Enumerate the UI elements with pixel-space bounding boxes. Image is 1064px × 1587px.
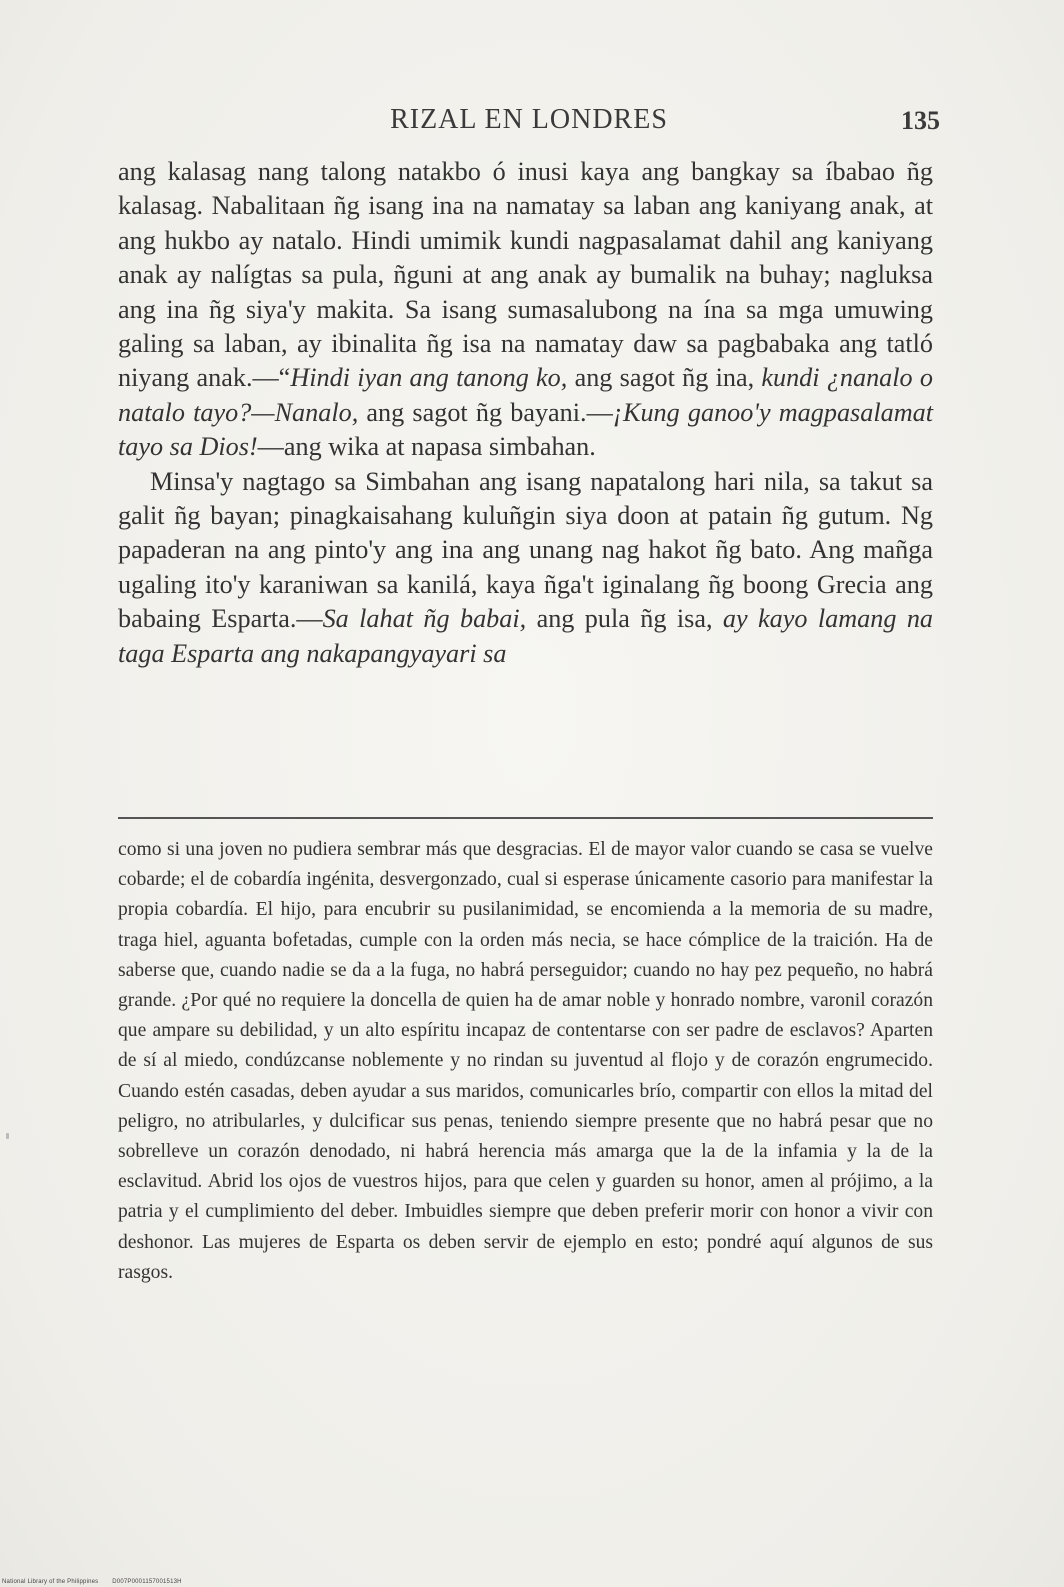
- library-stamp: [2, 1579, 194, 1585]
- running-title: RIZAL EN LONDRES: [390, 104, 668, 135]
- text-run: —ang wika at napasa simbahan.: [257, 432, 596, 462]
- scan-speck: [6, 1133, 9, 1139]
- footnote: [118, 835, 933, 1288]
- italic-run: ay kayo lamang na taga Esparta ang nakapangyayari sa: [118, 604, 934, 668]
- main-text: [118, 155, 933, 671]
- italic-run: Sa lahat ñg babai,: [322, 604, 527, 634]
- paragraph-2: [118, 465, 933, 671]
- page-number: 135: [901, 106, 940, 135]
- text-run: Minsa'y nagtago sa Simbahan ang isang napatalong hari nila, sa takut sa galit ñg bayan; pinagkaisahang kuluñgin siya doon at patain ñg gutum. Ng papaderan na ang pinto'y ang ina ang unang nag hakot ñg bato. Ang mañga ugaling ito'y karaniwan sa kanilá, kaya ñga't iginalang ñg boong Grecia ang babaing Esparta.—: [118, 466, 933, 634]
- italic-run: kundi ¿nanalo o natalo tayo?—Nanalo,: [118, 363, 933, 427]
- footnote-divider: [118, 817, 933, 819]
- text-run: ang sagot ñg ina,: [567, 363, 762, 393]
- text-run: ang pula ñg isa,: [526, 604, 723, 634]
- library-name: National Library of the Philippines: [2, 1579, 99, 1585]
- paragraph-1: [118, 155, 933, 465]
- page-header: [118, 104, 940, 144]
- italic-run: ¡Kung ganoo'y magpasalamat tayo sa Dios!: [118, 397, 933, 462]
- text-run: ang kalasag nang talong natakbo ó inusi kaya ang bangkay sa íbabao ñg kalasag. Nabalitaan ñg isang ina na namatay sa laban ang kaniyang anak, at ang hukbo ay natalo. Hindi umimik kundi nagpasalamat dahil ang kaniyang anak ay nalígtas sa pula, ñguni at ang anak ay bumalik na buhay; nagluksa ang ina ñg siya'y makita. Sa isang sumasalubong na ína sa mga umuwing galing sa laban, ay ibinalita ñg isa na namatay daw sa pagbabaka ang tatló niyang anak.—“: [118, 157, 933, 393]
- text-run: ang sagot ñg bayani.—: [358, 397, 613, 427]
- footnote-text: como si una joven no pudiera sembrar más que desgracias. El de mayor valor cuando se casa se vuelve cobarde; el de cobardía ingénita, desvergonzado, cual si esperase únicamente casorio para manifestar la propia cobardía. El hijo, para encubrir su pusilanimidad, se encomienda a la memoria de su madre, traga hiel, aguanta bofetadas, cumple con la orden más necia, se hace cómplice de la traición. Ha de saberse que, cuando nadie se da a la fuga, no habrá perseguidor; cuando no hay pez pequeño, no habrá grande. ¿Por qué no requiere la doncella de quien ha de amar noble y honrado nombre, varonil corazón que ampare su debilidad, y un alto espíritu incapaz de contentarse con ser padre de esclavos? Aparten de sí al miedo, condúzcanse noblemente y no rindan su juventud al flojo y de corazón engrumecido. Cuando estén casadas, deben ayudar a sus maridos, comunicarles brío, compartir con ellos la mitad del peligro, no atribularles, y dulcificar sus penas, teniendo siempre presente que no habrá pesar que no sobrelleve un corazón denodado, ni habrá herencia más amarga que la de la infamia y la de la esclavitud. Abrid los ojos de vuestros hijos, para que celen y guarden su honor, amen al prójimo, a la patria y el cumplimiento del deber. Imbuidles siempre que deben preferir morir con honor a vivir con deshonor. Las mujeres de Esparta os deben servir de ejemplo en esto; pondré aquí algunos de sus rasgos.: [118, 839, 933, 1283]
- italic-run: Hindi iyan ang tanong ko,: [290, 363, 568, 393]
- scan-code: D007P0001157001513H: [112, 1579, 182, 1585]
